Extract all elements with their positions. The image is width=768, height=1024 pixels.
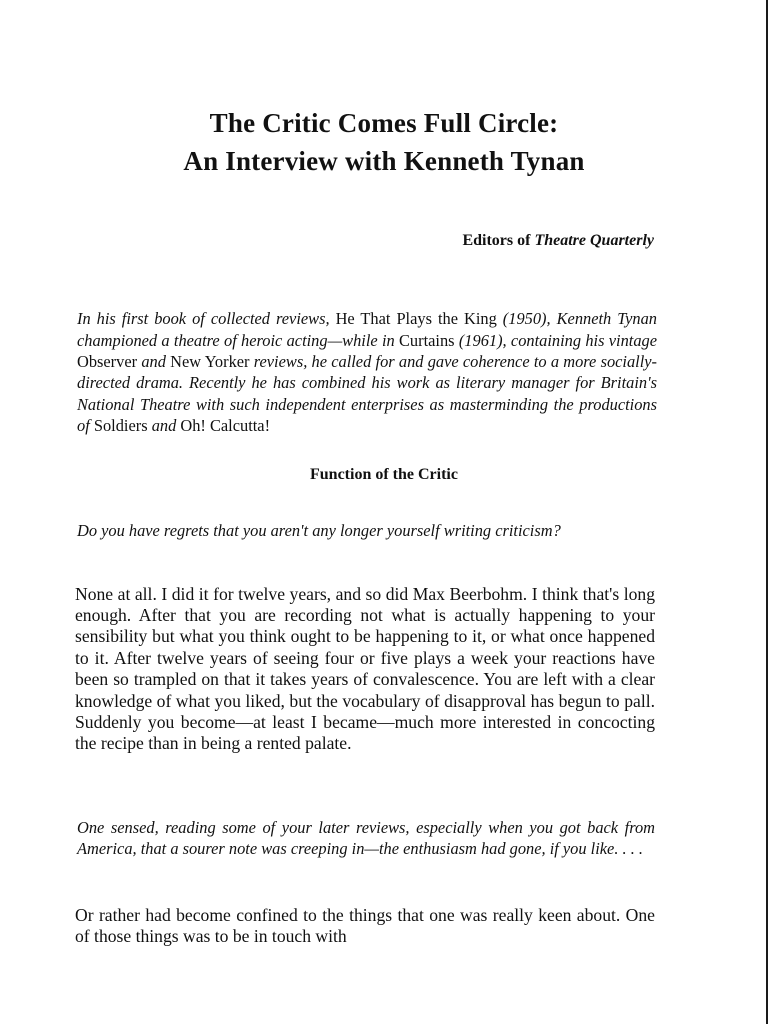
byline-journal: Theatre Quarterly	[534, 232, 654, 249]
abstract-text: (1950), Kenneth Tynan championed a theatre of heroic acting—while in	[77, 309, 657, 350]
article-title	[0, 104, 768, 180]
byline-prefix: Editors of	[462, 232, 531, 249]
title-line-2: An Interview with Kenneth Tynan	[183, 146, 585, 176]
abstract-text: In his first book of collected reviews,	[77, 309, 336, 329]
abstract-paragraph	[77, 308, 657, 436]
production-title: Oh! Calcutta!	[180, 415, 271, 435]
interview-question: One sensed, reading some of your later reviews, especially when you got back from America, that a sourer note was creeping in—the enthusiasm had gone, if you like. . . .	[77, 818, 655, 858]
publication-name: New Yorker	[170, 351, 250, 371]
section-heading: Function of the Critic	[310, 466, 458, 483]
book-title: He That Plays the King	[335, 309, 497, 329]
interview-answer: Or rather had become confined to the things that one was really keen about. One of those things was to be in touch with	[75, 904, 655, 946]
production-title: Soldiers	[93, 415, 148, 435]
publication-name: Observer	[77, 351, 138, 371]
byline	[462, 232, 654, 250]
abstract-text: and	[147, 415, 181, 435]
abstract-text: reviews, he called for and gave coherence to a more socially-directed drama. Recently he has combined his work as literary manager for Britain's National Theatre with such independent enterprises as masterminding the productions of	[77, 351, 658, 435]
title-line-1: The Critic Comes Full Circle:	[209, 108, 559, 138]
abstract-text: and	[137, 351, 171, 371]
book-title: Curtains	[399, 330, 455, 350]
abstract-text: (1961), containing his vintage	[454, 330, 657, 350]
interview-question: Do you have regrets that you aren't any longer yourself writing criticism?	[77, 521, 561, 541]
interview-answer: None at all. I did it for twelve years, and so did Max Beerbohm. I think that's long enough. After that you are recording not what is actually happening to your sensibility but what you think ought to be happening to it, or what once happened to it. After twelve years of seeing four or five plays a week your reactions have been so trampled on that it takes years of convalescence. You are left with a clear knowledge of what you liked, but the vocabulary of disapproval has begun to pall. Suddenly you become—at least I became—much more interested in concocting the recipe than in being a rented palate.	[75, 583, 655, 754]
